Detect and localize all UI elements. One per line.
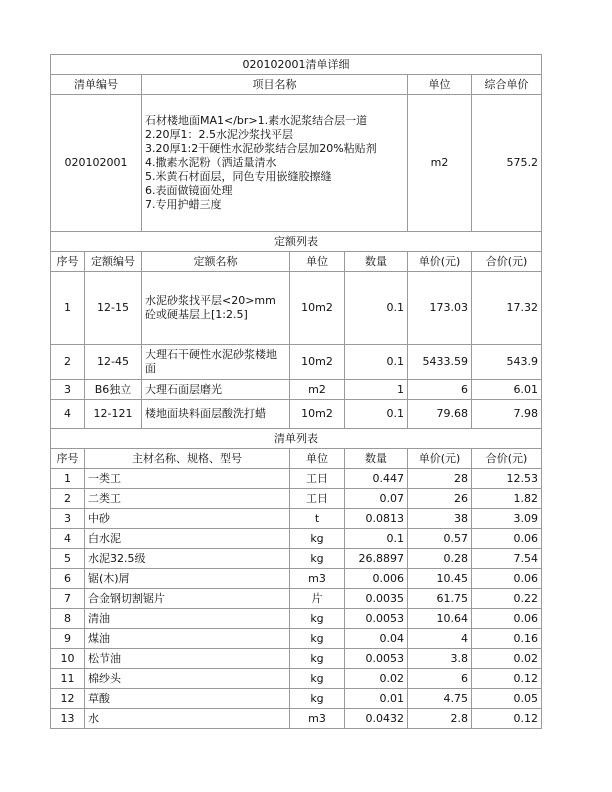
material-row: [51, 489, 542, 509]
material-header-total: 合价(元): [472, 449, 542, 469]
material-price: 6: [408, 669, 472, 689]
material-total: 0.16: [472, 629, 542, 649]
material-qty: 0.01: [345, 689, 408, 709]
quota-unit: 10m2: [290, 345, 345, 380]
material-row: [51, 669, 542, 689]
item-row: [51, 95, 542, 232]
material-total: 0.12: [472, 709, 542, 729]
item-description: [142, 95, 408, 232]
material-unit: kg: [290, 549, 345, 569]
material-unit: m3: [290, 709, 345, 729]
material-row: [51, 709, 542, 729]
quota-row: [51, 380, 542, 400]
quota-header-price: 单价(元): [408, 252, 472, 272]
material-row: [51, 629, 542, 649]
quota-no: 1: [51, 272, 85, 345]
quota-price: 6: [408, 380, 472, 400]
material-name: 松节油: [85, 649, 290, 669]
material-price: 4: [408, 629, 472, 649]
quota-code: 12-15: [85, 272, 142, 345]
material-header-price: 单价(元): [408, 449, 472, 469]
material-qty: 0.02: [345, 669, 408, 689]
material-row: [51, 549, 542, 569]
material-price: 4.75: [408, 689, 472, 709]
material-total: 0.06: [472, 609, 542, 629]
quota-code: 12-121: [85, 400, 142, 429]
material-qty: 0.1: [345, 529, 408, 549]
quota-name: 楼地面块料面层酸洗打蜡: [142, 400, 290, 429]
material-qty: 0.447: [345, 469, 408, 489]
material-unit: kg: [290, 609, 345, 629]
material-row: [51, 469, 542, 489]
material-name: 锯(木)屑: [85, 569, 290, 589]
quota-total: 17.32: [472, 272, 542, 345]
material-name: 清油: [85, 609, 290, 629]
material-unit: kg: [290, 669, 345, 689]
material-no: 2: [51, 489, 85, 509]
quota-section-title: 定额列表: [51, 232, 542, 252]
quota-code: 12-45: [85, 345, 142, 380]
material-no: 1: [51, 469, 85, 489]
item-price: 575.2: [472, 95, 542, 232]
material-name: 二类工: [85, 489, 290, 509]
quota-header-qty: 数量: [345, 252, 408, 272]
material-qty: 0.0813: [345, 509, 408, 529]
material-price: 3.8: [408, 649, 472, 669]
material-header-name: 主材名称、规格、型号: [85, 449, 290, 469]
material-header-row: [51, 449, 542, 469]
page-title: 020102001清单详细: [51, 55, 542, 75]
quota-unit: m2: [290, 380, 345, 400]
material-row: [51, 569, 542, 589]
quota-total: 6.01: [472, 380, 542, 400]
material-row: [51, 609, 542, 629]
material-no: 12: [51, 689, 85, 709]
material-unit: kg: [290, 689, 345, 709]
description-line: 2.20厚1：2.5水泥沙浆找平层: [145, 128, 293, 141]
material-no: 6: [51, 569, 85, 589]
description-line: 石材楼地面MA1</br>1.素水泥浆结合层一道: [145, 114, 368, 127]
material-total: 0.06: [472, 569, 542, 589]
material-total: 0.05: [472, 689, 542, 709]
quota-qty: 0.1: [345, 400, 408, 429]
quota-name: 水泥砂浆找平层<20>mm 砼或硬基层上[1:2.5]: [142, 272, 290, 345]
material-price: 10.45: [408, 569, 472, 589]
material-qty: 0.0432: [345, 709, 408, 729]
description-line: 5.米黄石材面层，同色专用嵌缝胶擦缝: [145, 170, 332, 183]
quota-row: [51, 345, 542, 380]
title-row: [51, 55, 542, 75]
material-unit: t: [290, 509, 345, 529]
material-unit: 工日: [290, 469, 345, 489]
material-total: 1.82: [472, 489, 542, 509]
quota-header-total: 合价(元): [472, 252, 542, 272]
quota-qty: 0.1: [345, 345, 408, 380]
quota-name: 大理石干硬性水泥砂浆楼地面: [142, 345, 290, 380]
quota-qty: 1: [345, 380, 408, 400]
material-row: [51, 689, 542, 709]
material-row: [51, 589, 542, 609]
material-total: 7.54: [472, 549, 542, 569]
material-header-unit: 单位: [290, 449, 345, 469]
material-unit: kg: [290, 529, 345, 549]
quota-code: B6独立: [85, 380, 142, 400]
quota-header-row: [51, 252, 542, 272]
material-name: 中砂: [85, 509, 290, 529]
material-unit: 工日: [290, 489, 345, 509]
material-name: 水: [85, 709, 290, 729]
quota-header-no: 序号: [51, 252, 85, 272]
quota-unit: 10m2: [290, 400, 345, 429]
material-qty: 0.04: [345, 629, 408, 649]
quota-qty: 0.1: [345, 272, 408, 345]
quota-price: 173.03: [408, 272, 472, 345]
unit-header: 单位: [408, 75, 472, 95]
quota-no: 2: [51, 345, 85, 380]
material-qty: 0.0053: [345, 609, 408, 629]
material-name: 水泥32.5级: [85, 549, 290, 569]
quota-section-title-row: [51, 232, 542, 252]
material-price: 26: [408, 489, 472, 509]
quota-row: [51, 400, 542, 429]
material-no: 10: [51, 649, 85, 669]
material-total: 12.53: [472, 469, 542, 489]
quota-price: 79.68: [408, 400, 472, 429]
material-qty: 26.8897: [345, 549, 408, 569]
header-row: [51, 75, 542, 95]
material-total: 0.12: [472, 669, 542, 689]
description-line: 4.撒素水泥粉（洒适量清水: [145, 156, 277, 169]
material-name: 棉纱头: [85, 669, 290, 689]
material-price: 10.64: [408, 609, 472, 629]
material-price: 0.57: [408, 529, 472, 549]
material-row: [51, 529, 542, 549]
material-no: 9: [51, 629, 85, 649]
material-name: 合金钢切割锯片: [85, 589, 290, 609]
description-line: 3.20厚1:2干硬性水泥砂浆结合层加20%粘贴剂: [145, 142, 377, 155]
material-no: 5: [51, 549, 85, 569]
material-price: 28: [408, 469, 472, 489]
quota-total: 7.98: [472, 400, 542, 429]
material-name: 白水泥: [85, 529, 290, 549]
material-total: 0.02: [472, 649, 542, 669]
description-line: 6.表面做镜面处理: [145, 184, 233, 197]
quota-header-unit: 单位: [290, 252, 345, 272]
material-unit: 片: [290, 589, 345, 609]
material-no: 11: [51, 669, 85, 689]
description-line: 7.专用护蜡三度: [145, 198, 222, 211]
quota-row: [51, 272, 542, 345]
material-qty: 0.006: [345, 569, 408, 589]
quota-name: 大理石面层磨光: [142, 380, 290, 400]
material-price: 0.28: [408, 549, 472, 569]
material-header-no: 序号: [51, 449, 85, 469]
item-unit: m2: [408, 95, 472, 232]
material-no: 3: [51, 509, 85, 529]
quota-no: 3: [51, 380, 85, 400]
material-total: 0.22: [472, 589, 542, 609]
quota-total: 543.9: [472, 345, 542, 380]
price-header: 综合单价: [472, 75, 542, 95]
code-header: 清单编号: [51, 75, 142, 95]
material-name: 煤油: [85, 629, 290, 649]
quota-unit: 10m2: [290, 272, 345, 345]
material-total: 0.06: [472, 529, 542, 549]
material-unit: m3: [290, 569, 345, 589]
material-no: 8: [51, 609, 85, 629]
material-unit: kg: [290, 649, 345, 669]
material-qty: 0.07: [345, 489, 408, 509]
quota-header-name: 定额名称: [142, 252, 290, 272]
material-header-qty: 数量: [345, 449, 408, 469]
material-no: 7: [51, 589, 85, 609]
material-row: [51, 649, 542, 669]
material-row: [51, 509, 542, 529]
name-header: 项目名称: [142, 75, 408, 95]
material-name: 一类工: [85, 469, 290, 489]
quota-price: 5433.59: [408, 345, 472, 380]
material-no: 4: [51, 529, 85, 549]
quota-header-code: 定额编号: [85, 252, 142, 272]
material-price: 38: [408, 509, 472, 529]
material-name: 草酸: [85, 689, 290, 709]
material-no: 13: [51, 709, 85, 729]
material-section-title-row: [51, 429, 542, 449]
item-code: 020102001: [51, 95, 142, 232]
quota-no: 4: [51, 400, 85, 429]
material-qty: 0.0053: [345, 649, 408, 669]
material-total: 3.09: [472, 509, 542, 529]
bill-detail-table: [50, 54, 542, 729]
material-price: 2.8: [408, 709, 472, 729]
material-price: 61.75: [408, 589, 472, 609]
material-unit: kg: [290, 629, 345, 649]
material-qty: 0.0035: [345, 589, 408, 609]
material-section-title: 清单列表: [51, 429, 542, 449]
